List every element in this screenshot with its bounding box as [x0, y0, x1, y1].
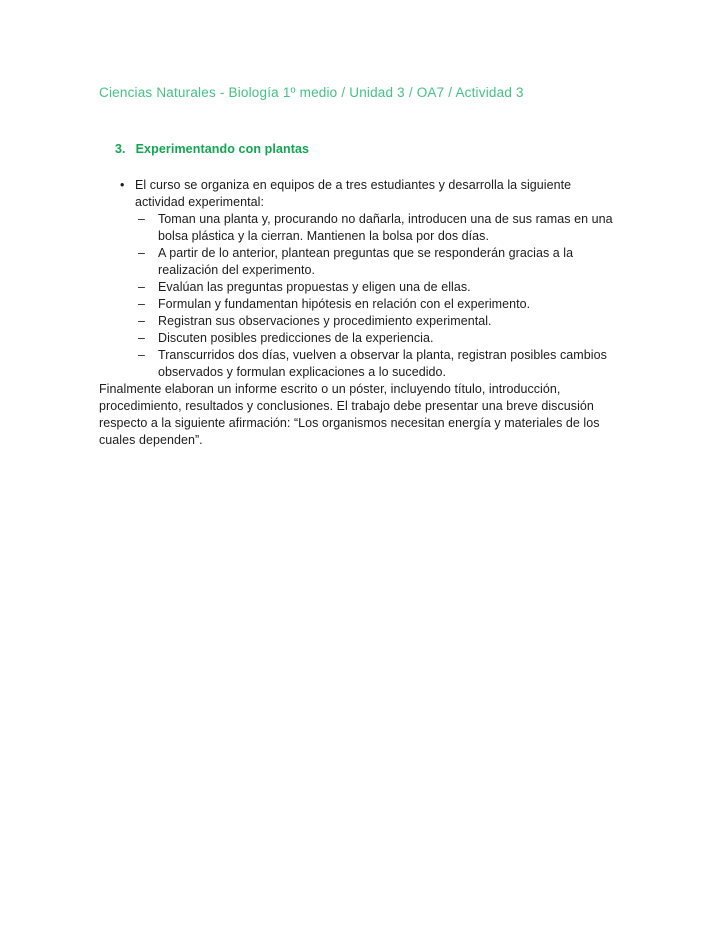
activity-step-text: Discuten posibles predicciones de la experiencia.	[158, 331, 434, 345]
activity-step-text: Formulan y fundamentan hipótesis en relación con el experimento.	[158, 297, 531, 311]
activity-bullet-body	[135, 177, 624, 381]
activity-step	[135, 313, 624, 330]
activity-step	[135, 330, 624, 347]
dash-marker: –	[138, 246, 146, 260]
activity-number: 3.	[115, 142, 126, 156]
closing-paragraph: Finalmente elaboran un informe escrito o un póster, incluyendo título, introducción, procedimiento, resultados y conclusiones. El trabajo debe presentar una breve discusión respecto a la siguiente afirmación: “Los organismos necesitan energía y materiales de los cuales dependen”.	[99, 382, 600, 447]
activity-step	[135, 279, 624, 296]
activity-step	[135, 211, 624, 245]
activity-step-text: Evalúan las preguntas propuestas y eligen una de ellas.	[158, 280, 471, 294]
bullet-marker: •	[120, 178, 125, 192]
activity-bullet-list	[99, 177, 624, 381]
activity-name: Experimentando con plantas	[135, 142, 310, 156]
activity-step-text: Registran sus observaciones y procedimiento experimental.	[158, 314, 492, 328]
dash-marker: –	[138, 297, 146, 311]
activity-step	[135, 296, 624, 313]
activity-step-text: Toman una planta y, procurando no dañarla, introducen una de sus ramas en una bolsa plástica y la cierran. Mantienen la bolsa por dos días.	[158, 212, 613, 243]
activity-step-text: A partir de lo anterior, plantean preguntas que se responderán gracias a la realización del experimento.	[158, 246, 574, 277]
dash-marker: –	[138, 314, 146, 328]
activity-heading	[115, 141, 624, 157]
activity-step-list	[135, 211, 624, 381]
dash-marker: –	[138, 331, 146, 345]
dash-marker: –	[138, 280, 146, 294]
activity-intro: El curso se organiza en equipos de a tres estudiantes y desarrolla la siguiente actividad experimental:	[135, 178, 572, 209]
activity-bullet-item	[99, 177, 624, 381]
activity-step-text: Transcurridos dos días, vuelven a observar la planta, registran posibles cambios observados y formulan explicaciones a lo sucedido.	[158, 348, 607, 379]
activity-step	[135, 245, 624, 279]
activity-step	[135, 347, 624, 381]
dash-marker: –	[138, 348, 146, 362]
dash-marker: –	[138, 212, 146, 226]
document-content	[99, 84, 624, 449]
document-title: Ciencias Naturales - Biología 1º medio / Unidad 3 / OA7 / Actividad 3	[99, 85, 524, 100]
